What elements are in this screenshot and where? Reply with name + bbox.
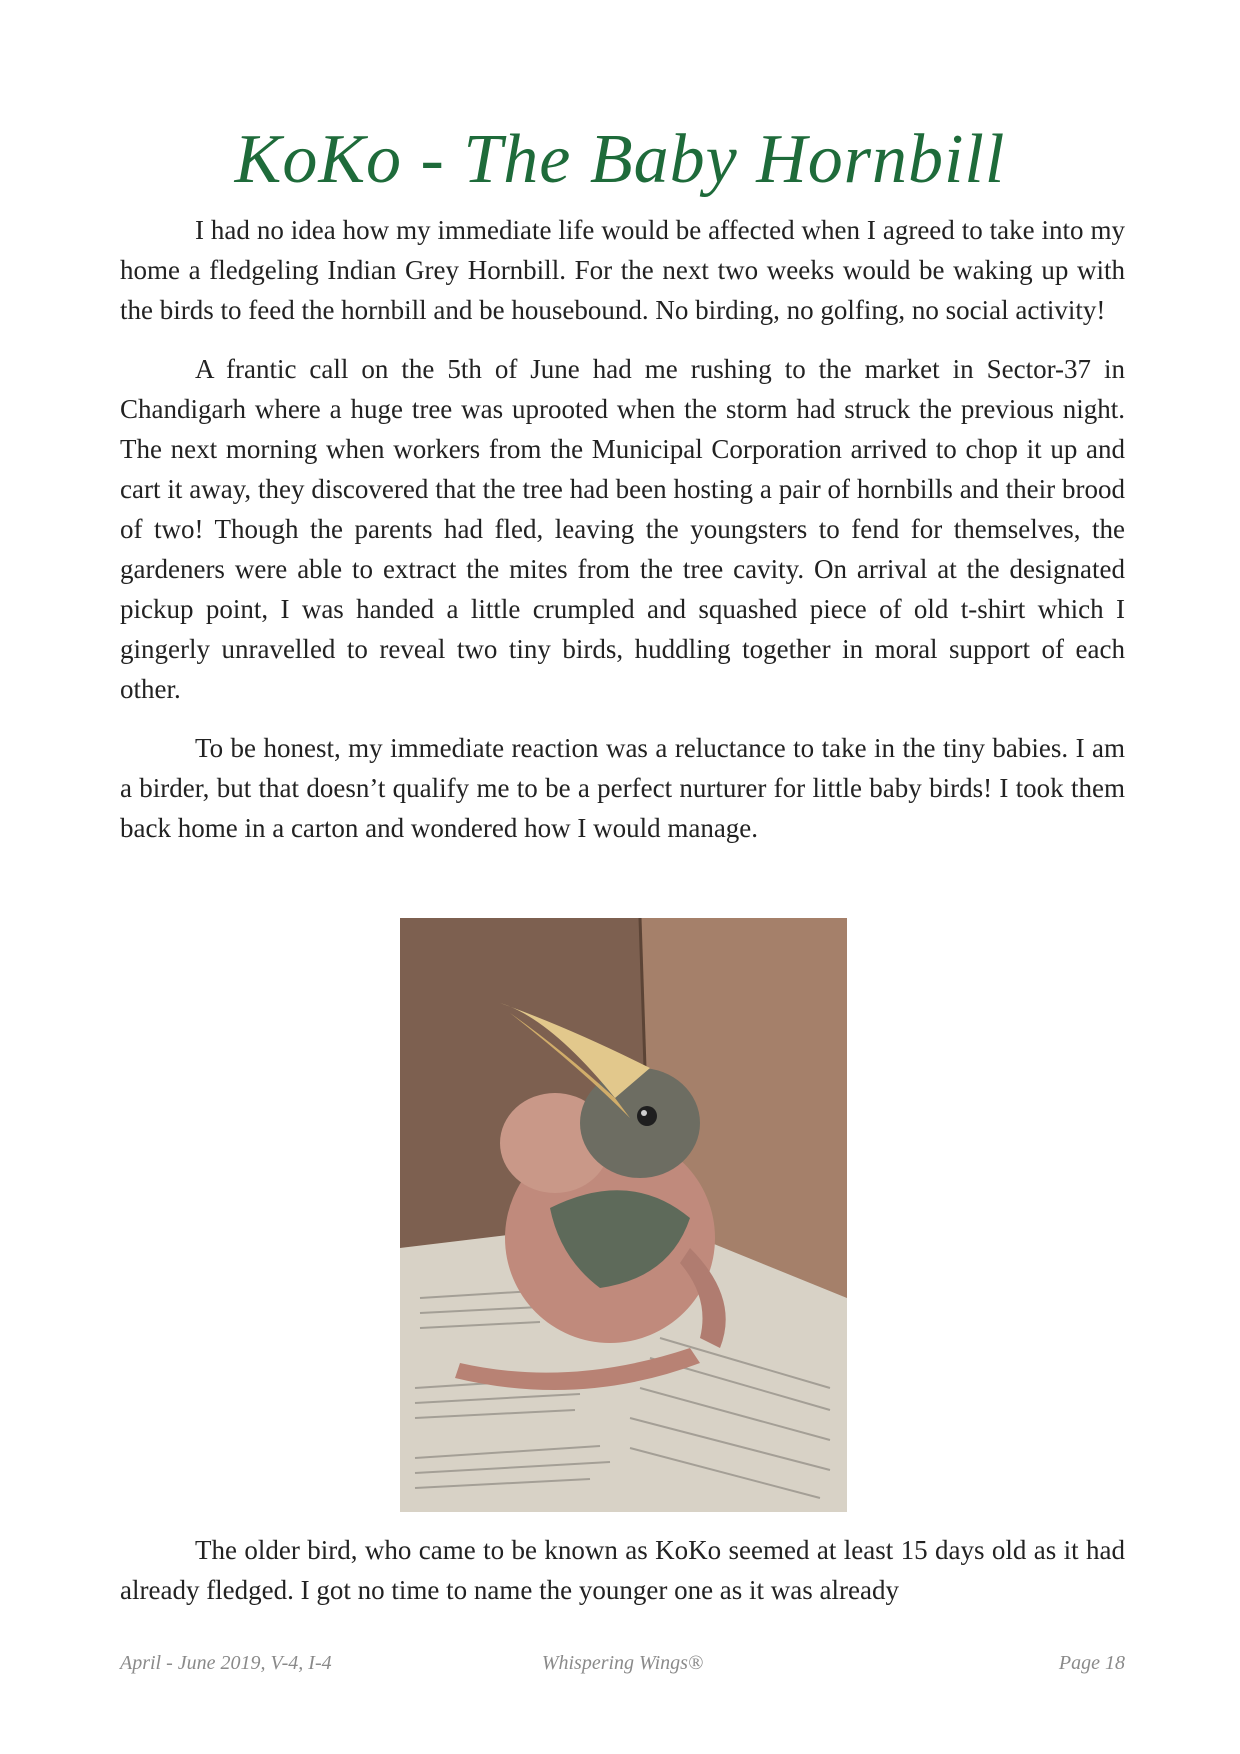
paragraph: To be honest, my immediate reaction was a reluctance to take in the tiny babies. I am a birder, but that doesn’t qualify me to be a perfect nurturer for little baby birds! I took them back home in a carton and wondered how I would manage.: [120, 733, 1125, 843]
article-body-continued: [120, 1530, 1125, 1629]
footer-magazine: Whispering Wings®: [541, 1652, 704, 1674]
article-title: KoKo - The Baby Hornbill: [234, 121, 1006, 198]
paragraph: I had no idea how my immediate life would be affected when I agreed to take into my home a fledgeling Indian Grey Hornbill. For the next two weeks would be waking up with the birds to feed the hornbill and be housebound. No birding, no golfing, no social activity!: [120, 215, 1125, 325]
footer-page-number: Page 18: [1058, 1652, 1125, 1674]
article-body: [120, 210, 1125, 867]
footer-issue: April - June 2019, V-4, I-4: [120, 1652, 332, 1674]
paragraph: A frantic call on the 5th of June had me rushing to the market in Sector-37 in Chandigarh where a huge tree was uprooted when the storm had struck the previous night. The next morning when workers from the Municipal Corporation arrived to chop it up and cart it away, they discovered that the tree had been hosting a pair of hornbills and their brood of two! Though the parents had fled, leaving the youngsters to fend for themselves, the gardeners were able to extract the mites from the tree cavity. On arrival at the designated pickup point, I was handed a little crumpled and squashed piece of old t-shirt which I gingerly unravelled to reveal two tiny birds, huddling together in moral support of each other.: [120, 354, 1125, 704]
baby-hornbill-photo: [400, 918, 847, 1512]
paragraph: The older bird, who came to be known as KoKo seemed at least 15 days old as it had already fledged. I got no time to name the younger one as it was already: [120, 1535, 1125, 1605]
